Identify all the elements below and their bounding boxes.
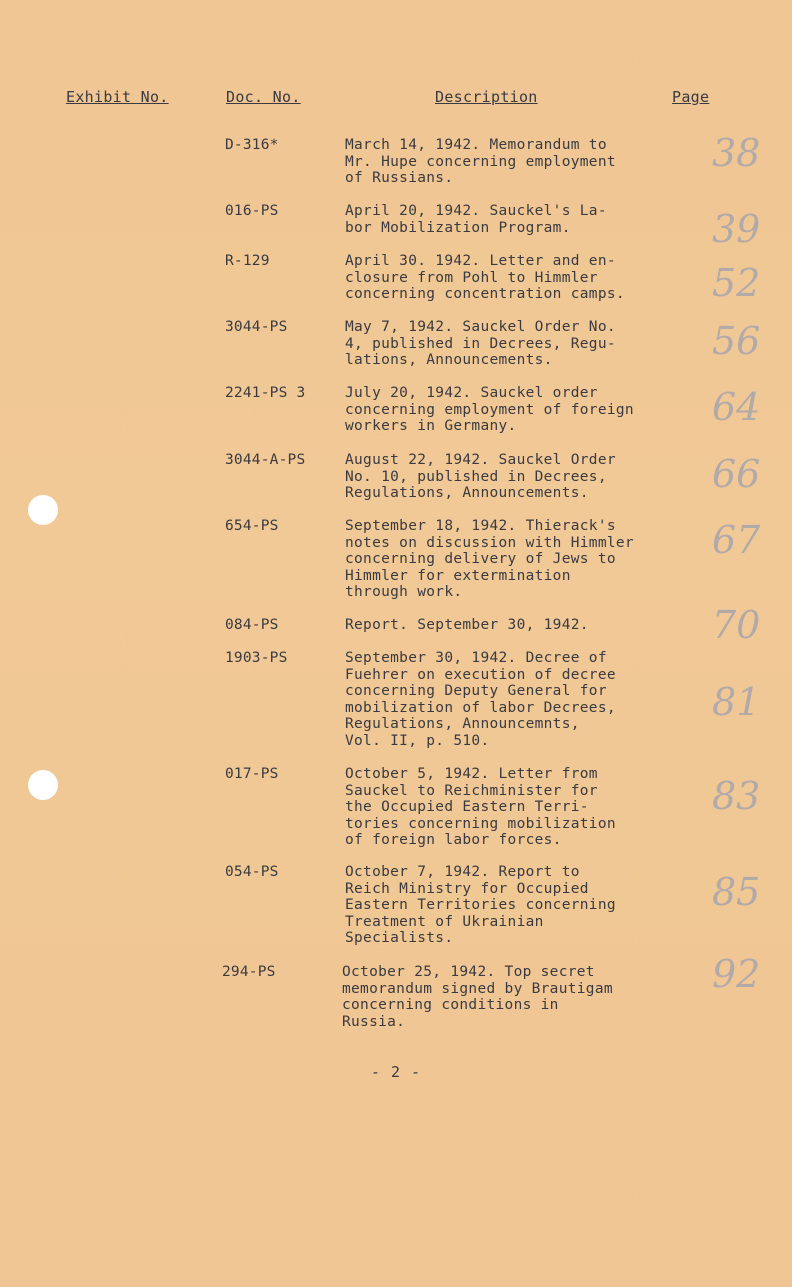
page-footer: - 2 -	[370, 1063, 422, 1081]
header-description: Description	[435, 88, 538, 106]
doc-number: 294-PS	[222, 964, 276, 980]
page-number: 67	[712, 518, 761, 562]
page-number: 64	[712, 385, 761, 429]
doc-number: 084-PS	[225, 617, 279, 633]
page-number: 38	[712, 131, 761, 175]
doc-number: 1903-PS	[225, 650, 288, 666]
doc-number: R-129	[225, 253, 270, 269]
page-number: 66	[712, 452, 761, 496]
header-exhibit-no: Exhibit No.	[66, 88, 169, 106]
description: Report. September 30, 1942.	[345, 617, 589, 633]
page-number: 83	[712, 774, 761, 818]
doc-number: 3044-PS	[225, 319, 288, 335]
description: March 14, 1942. Memorandum to Mr. Hupe concerning employment of Russians.	[345, 137, 616, 187]
page-number: 52	[712, 261, 761, 305]
description: October 5, 1942. Letter from Sauckel to Reichminister for the Occupied Eastern Terri- tories concerning mobilization of foreign labor forces.	[345, 766, 616, 849]
page-number: 56	[712, 319, 761, 363]
description: April 30. 1942. Letter and en- closure from Pohl to Himmler concerning concentration camps.	[345, 253, 625, 303]
header-doc-no: Doc. No.	[226, 88, 301, 106]
description: October 7, 1942. Report to Reich Ministry for Occupied Eastern Territories concerning Treatment of Ukrainian Specialists.	[345, 864, 616, 947]
doc-number: 654-PS	[225, 518, 279, 534]
header-page: Page	[672, 88, 710, 106]
description: September 30, 1942. Decree of Fuehrer on execution of decree concerning Deputy General for mobilization of labor Decrees, Regulations, Announcemnts, Vol. II, p. 510.	[345, 650, 616, 749]
page-number: 39	[712, 207, 761, 251]
doc-number: 2241-PS 3	[225, 385, 306, 401]
description: August 22, 1942. Sauckel Order No. 10, published in Decrees, Regulations, Announcements.	[345, 452, 616, 502]
doc-number: 016-PS	[225, 203, 279, 219]
page-number: 85	[712, 870, 761, 914]
page-number: 92	[712, 952, 761, 996]
page-number: 70	[712, 603, 761, 647]
doc-number: 3044-A-PS	[225, 452, 306, 468]
description: April 20, 1942. Sauckel's La- bor Mobilization Program.	[345, 203, 607, 236]
description: July 20, 1942. Sauckel order concerning employment of foreign workers in Germany.	[345, 385, 634, 435]
doc-number: 054-PS	[225, 864, 279, 880]
page-number: 81	[712, 680, 761, 724]
description: October 25, 1942. Top secret memorandum signed by Brautigam concerning conditions in Russia.	[342, 964, 613, 1030]
doc-number: 017-PS	[225, 766, 279, 782]
description: May 7, 1942. Sauckel Order No. 4, published in Decrees, Regu- lations, Announcements.	[345, 319, 616, 369]
doc-number: D-316*	[225, 137, 279, 153]
description: September 18, 1942. Thierack's notes on discussion with Himmler concerning delivery of Jews to Himmler for extermination through work.	[345, 518, 634, 601]
